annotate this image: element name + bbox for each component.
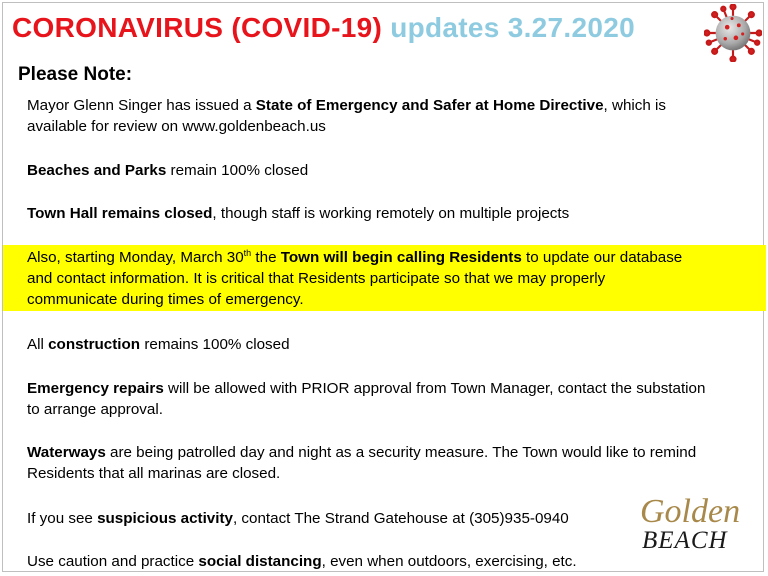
emergency-text: Mayor Glenn Singer has issued a — [27, 97, 256, 114]
town-hall-notice — [27, 203, 569, 224]
emergency-repairs-notice — [27, 378, 705, 420]
calling-text-end: to update our database — [521, 249, 683, 266]
beaches-notice — [27, 160, 308, 181]
construction-text: remains 100% closed — [140, 336, 290, 353]
social-distancing-notice — [27, 551, 577, 572]
title-date: updates 3.27.2020 — [390, 12, 635, 43]
town-hall-label: Town Hall remains closed — [27, 205, 213, 222]
calling-line-2: and contact information. It is critical that Residents participate so that we may properly — [27, 270, 606, 287]
suspicious-prefix: If you see — [27, 510, 98, 527]
construction-notice — [27, 334, 290, 355]
waterways-label: Waterways — [27, 444, 106, 461]
emergency-notice — [27, 95, 666, 137]
emergency-text-end: , which is — [603, 97, 666, 114]
repairs-text: will be allowed with PRIOR approval from Town Manager, contact the substation — [163, 380, 706, 397]
waterways-notice — [27, 442, 696, 484]
distancing-label: social distancing — [198, 553, 322, 570]
emergency-directive: State of Emergency and Safer at Home Directive — [255, 97, 604, 114]
suspicious-text: , contact The Strand Gatehouse at (305)935-0940 — [232, 510, 569, 527]
calling-text-mid: the — [251, 249, 281, 266]
repairs-line-2: to arrange approval. — [27, 401, 163, 418]
construction-prefix: All — [27, 336, 49, 353]
date-suffix: th — [243, 247, 252, 258]
distancing-prefix: Use caution and practice — [27, 553, 199, 570]
logo-golden: Golden — [640, 493, 741, 530]
calling-line-3: communicate during times of emergency. — [27, 291, 304, 308]
page-title — [12, 12, 635, 44]
town-hall-text: , though staff is working remotely on multiple projects — [212, 205, 570, 222]
coronavirus-icon — [704, 4, 762, 62]
beaches-label: Beaches and Parks — [27, 162, 167, 179]
beaches-text: remain 100% closed — [166, 162, 309, 179]
repairs-label: Emergency repairs — [27, 380, 164, 397]
emergency-review-line: available for review on www.goldenbeach.us — [27, 118, 326, 135]
waterways-text: are being patrolled day and night as a security measure. The Town would like to remind — [105, 444, 697, 461]
construction-label: construction — [48, 336, 141, 353]
calling-residents-notice — [27, 247, 682, 310]
calling-text: Also, starting Monday, March 30 — [27, 249, 244, 266]
distancing-text: , even when outdoors, exercising, etc. — [321, 553, 577, 570]
golden-beach-logo — [630, 494, 750, 558]
waterways-line-2: Residents that all marinas are closed. — [27, 465, 281, 482]
title-main: CORONAVIRUS (COVID-19) — [12, 12, 383, 43]
calling-label: Town will begin calling Residents — [280, 249, 522, 266]
suspicious-activity-notice — [27, 508, 569, 529]
suspicious-label: suspicious activity — [97, 510, 233, 527]
note-heading: Please Note: — [18, 64, 133, 85]
logo-beach: BEACH — [642, 527, 728, 554]
